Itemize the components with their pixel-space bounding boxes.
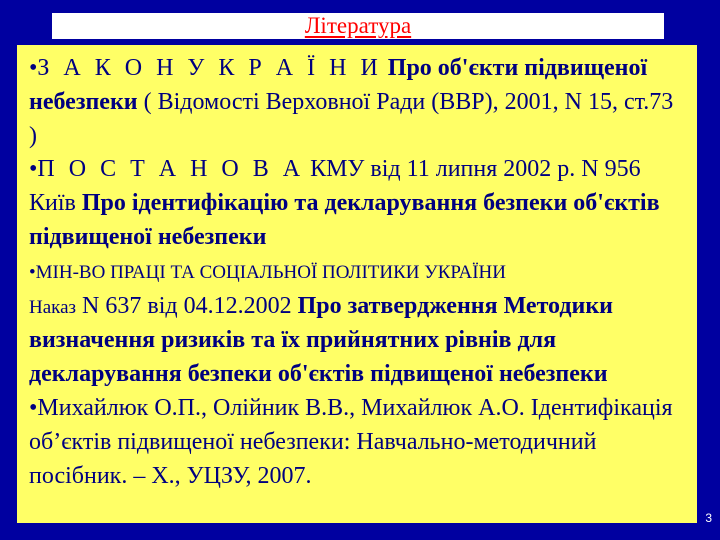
bullet: •: [29, 156, 38, 183]
list-item: [29, 52, 687, 153]
literature-list: [17, 45, 697, 523]
ministry-name: МІН-ВО ПРАЦІ ТА СОЦІАЛЬНОЇ ПОЛІТИКИ УКРАЇНИ: [35, 261, 506, 283]
bullet: •: [29, 55, 38, 81]
page-number: 3: [705, 511, 712, 525]
resolution-heading: П О С Т А Н О В А: [37, 156, 305, 183]
law-heading: З А К О Н У К Р А Ї Н И: [37, 55, 382, 81]
law-source: ( Відомості Верховної Ради (ВВР), 2001, N 15, ст.73 ): [29, 88, 674, 149]
list-item: [29, 153, 687, 254]
order-details: N 637 від 04.12.2002: [76, 292, 298, 319]
order-title: Про затвердження Методики визначення ризиків та їх прийнятних рівнів для декларування безпеки об'єктів підвищеної небезпеки: [29, 292, 613, 388]
list-item: [29, 392, 687, 493]
bullet: •: [29, 261, 36, 283]
resolution-details: КМУ від 11 липня 2002 р. N 956 Київ: [29, 156, 641, 217]
list-item: [29, 255, 687, 392]
book-reference: Михайлюк О.П., Олійник В.В., Михайлюк А.О. Ідентифікація об’єктів підвищеної небезпеки: Навчально-методичний посібник. – Х., УЦЗУ, 2007.: [29, 394, 673, 489]
resolution-title: Про ідентифікацію та декларування безпеки об'єктів підвищеної небезпеки: [29, 190, 660, 250]
law-title: Про об'єкти підвищеної небезпеки: [29, 55, 648, 115]
slide-title: Література: [304, 13, 412, 38]
slide-title-bar: [52, 13, 664, 39]
order-label: Наказ: [29, 296, 77, 318]
bullet: •: [29, 394, 38, 421]
